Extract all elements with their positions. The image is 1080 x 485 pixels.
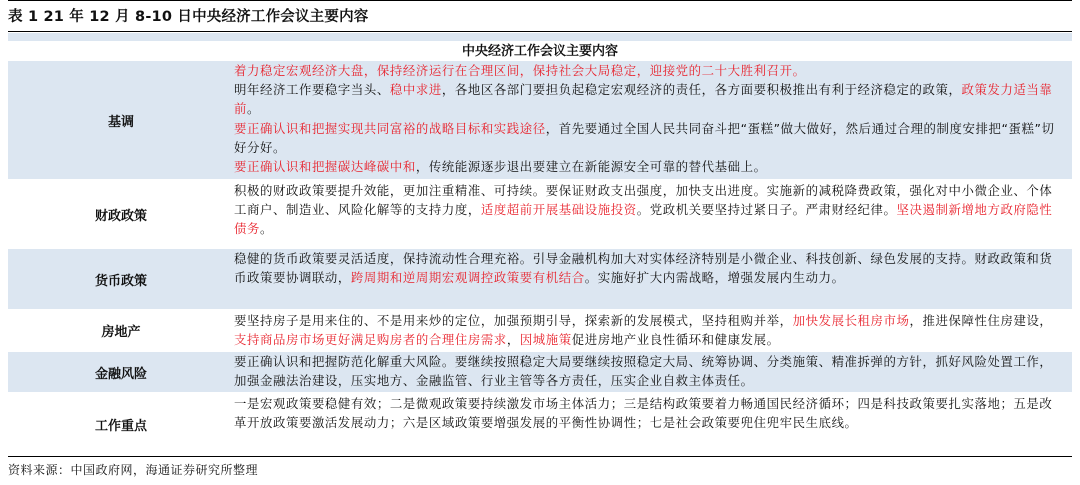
body-text: ，首先要通过全国人民共同奋斗把“蛋糕”做大做好，然后通过合理的制度安排把“蛋糕”切好分好。 bbox=[234, 120, 1055, 155]
body-text: 要坚持房子是用来住的、不是用来炒的定位，加强预期引导，探索新的发展模式，坚持租购并举， bbox=[234, 313, 793, 328]
table-row-fiscal bbox=[8, 181, 1072, 247]
body-text: ，各地区各部门要担负起稳定宏观经济的责任，各方面要积极推出有利于经济稳定的政策， bbox=[441, 82, 962, 98]
body-text: 促进房地产业良性循环和健康发展。 bbox=[571, 332, 780, 348]
row-label: 财政政策 bbox=[94, 208, 147, 224]
table-header: 中央经济工作会议主要内容 bbox=[8, 43, 1072, 60]
content-paragraph bbox=[234, 249, 1058, 287]
body-text: 明年经济工作要稳字当头、 bbox=[234, 82, 390, 98]
highlight-text: 要正确认识和把握实现共同富裕的战略目标和实践途径 bbox=[234, 120, 546, 136]
title-rule bbox=[8, 31, 1072, 32]
highlight-text: 着力稳定宏观经济大盘，保持经济运行在合理区间，保持社会大局稳定，迎接党的二十大胜利召开。 bbox=[234, 63, 806, 78]
row-label: 金融风险 bbox=[94, 366, 147, 382]
highlight-text: 稳中求进 bbox=[389, 82, 442, 98]
content-paragraph bbox=[234, 394, 1058, 432]
row-content bbox=[234, 311, 1058, 349]
content-paragraph bbox=[234, 181, 1058, 239]
highlight-text: 加快发展长租房市场 bbox=[792, 313, 910, 328]
content-paragraph bbox=[234, 311, 1058, 349]
body-text: 积极的财政政策要提升效能，更加注重精准、可持续。要保证财政支出强度，加快支出进度。实施新的减税降费政策，强化对中小微企业、个体工商户、制造业、风险化解等的支持力度， bbox=[234, 183, 1053, 218]
table-row-financial-risk bbox=[8, 352, 1072, 392]
table-row-work-priorities bbox=[8, 394, 1072, 454]
top-rule bbox=[8, 0, 1072, 1]
highlight-text: 跨周期和逆周期宏观调控政策要有机结合 bbox=[350, 270, 585, 286]
row-label: 房地产 bbox=[101, 325, 141, 340]
body-text: 。 bbox=[247, 101, 260, 117]
body-text: 稳健的货币政策要灵活适度，保持流动性合理充裕。引导金融机构加大对实体经济特别是小微企业、科技创新、绿色发展的支持。财政政策和货币政策要协调联动， bbox=[234, 251, 1053, 286]
highlight-text: 支持商品房市场更好满足购房者的合理住房需求 bbox=[234, 332, 507, 348]
body-text: 一是宏观政策要稳健有效；二是微观政策要持续激发市场主体活力；三是结构政策要着力畅通国民经济循环；四是科技政策要扎实落地；五是改革开放政策要激活发展动力；六是区域政策要增强发展的平衡性协调性；七是社会政策要兜住兜牢民生底线。 bbox=[234, 396, 1053, 431]
table-row-keynote bbox=[8, 61, 1072, 179]
highlight-text: 适度超前开展基础设施投资 bbox=[480, 202, 637, 218]
body-text: ，传统能源逐步退出要建立在新能源安全可靠的替代基础上。 bbox=[415, 159, 767, 175]
content-paragraph bbox=[234, 157, 1058, 176]
row-content bbox=[234, 352, 1058, 390]
content-paragraph bbox=[234, 352, 1058, 390]
body-text: 。 bbox=[259, 221, 273, 237]
row-label: 工作重点 bbox=[94, 418, 147, 434]
highlight-text: 政策发力适当靠前 bbox=[234, 82, 1053, 117]
source-note: 资料来源：中国政府网，海通证券研究所整理 bbox=[8, 463, 259, 477]
highlight-text: 因城施策 bbox=[519, 332, 572, 348]
content-paragraph bbox=[234, 80, 1058, 118]
highlight-text: 坚决遏制新增地方政府隐性债务 bbox=[234, 202, 1053, 237]
body-text: ，推进保障性住房建设， bbox=[909, 313, 1053, 328]
content-paragraph bbox=[234, 61, 1058, 80]
row-label: 基调 bbox=[107, 114, 134, 130]
table-row-real-estate bbox=[8, 311, 1072, 350]
row-content bbox=[234, 181, 1058, 239]
row-label: 货币政策 bbox=[94, 273, 147, 289]
row-content bbox=[234, 249, 1058, 287]
table-title: 表 1 21 年 12 月 8-10 日中央经济工作会议主要内容 bbox=[8, 9, 369, 25]
row-content bbox=[234, 61, 1058, 176]
body-text: 。党政机关要坚持过紧日子。严肃财经纪律。 bbox=[636, 202, 897, 218]
header-band bbox=[8, 33, 1072, 41]
body-text: 。实施好扩大内需战略，增强发展内生动力。 bbox=[584, 270, 845, 286]
table-row-monetary bbox=[8, 249, 1072, 309]
row-content bbox=[234, 394, 1058, 432]
content-paragraph bbox=[234, 119, 1058, 157]
highlight-text: 要正确认识和把握碳达峰碳中和 bbox=[234, 159, 416, 175]
body-text: 要正确认识和把握防范化解重大风险。要继续按照稳定大局要继续按照稳定大局、统筹协调、分类施策、精准拆弹的方针，抓好风险处置工作，加强金融法治建设，压实地方、金融监管、行业主管等各方责任，压实企业自救主体责任。 bbox=[234, 354, 1053, 389]
bottom-rule bbox=[8, 456, 1072, 457]
body-text: ， bbox=[506, 332, 520, 348]
